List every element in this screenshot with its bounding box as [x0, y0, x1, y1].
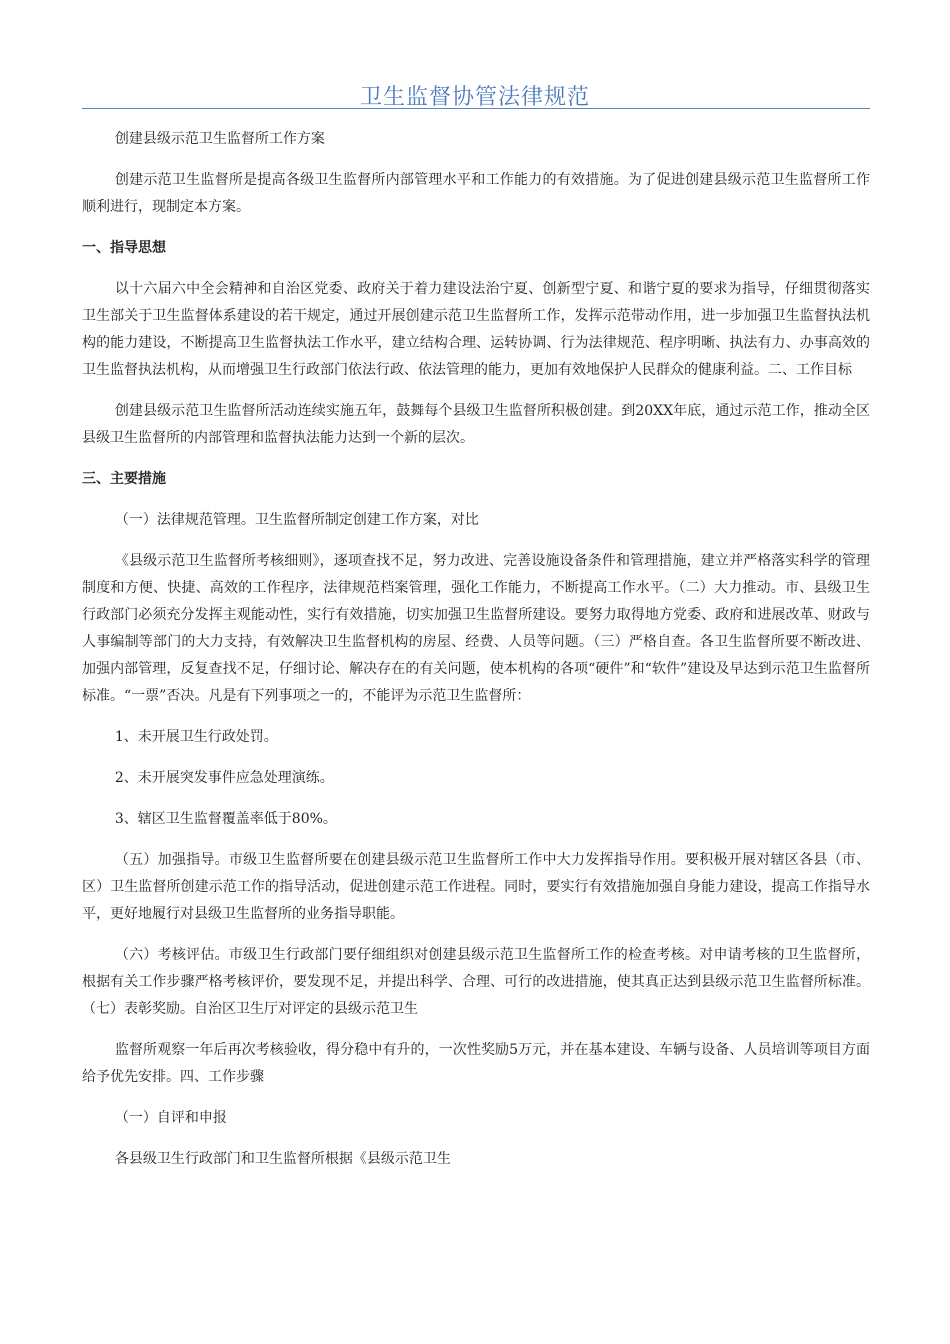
list-item-1: 1、未开展卫生行政处罚。 [114, 729, 278, 745]
paragraph-measure-1: （一）法律规范管理。卫生监督所制定创建工作方案，对比 [114, 512, 479, 528]
paragraph-work-goals: 创建县级示范卫生监督所活动连续实施五年，鼓舞每个县级卫生监督所积极创建。到20XX年底，通过示范工作，推动全区县级卫生监督所的内部管理和监督执法能力达到一个新的层次。 [82, 403, 870, 446]
list-item-2: 2、未开展突发事件应急处理演练。 [114, 770, 334, 786]
paragraph-guidance: （五）加强指导。市级卫生监督所要在创建县级示范卫生监督所工作中大力发挥指导作用。要积极开展对辖区各县（市、区）卫生监督所创建示范工作的指导活动，促进创建示范工作进程。同时，要实行有效措施加强自身能力建设，提高工作指导水平，更好地履行对县级卫生监督所的业务指导职能。 [82, 852, 870, 922]
document-title: 卫生监督协管法律规范 [359, 85, 590, 110]
heading-main-measures: 三、主要措施 [82, 471, 166, 487]
list-item-3: 3、辖区卫生监督覆盖率低于80%。 [114, 811, 337, 827]
paragraph-reward: 监督所观察一年后再次考核验收，得分稳中有升的，一次性奖励5万元，并在基本建设、车辆与设备、人员培训等项目方面给予优先安排。四、工作步骤 [82, 1042, 870, 1085]
paragraph-self-evaluation: （一）自评和申报 [114, 1110, 227, 1126]
paragraph-intro: 创建示范卫生监督所是提高各级卫生监督所内部管理水平和工作能力的有效措施。为了促进创建县级示范卫生监督所工作顺利进行，现制定本方案。 [82, 172, 870, 215]
title-divider [82, 108, 870, 109]
document-body [82, 126, 870, 1187]
paragraph-final: 各县级卫生行政部门和卫生监督所根据《县级示范卫生 [114, 1151, 451, 1167]
paragraph-assessment: （六）考核评估。市级卫生行政部门要仔细组织对创建县级示范卫生监督所工作的检查考核。对申请考核的卫生监督所，根据有关工作步骤严格考核评价，要发现不足，并提出科学、合理、可行的改进措施，使其真正达到县级示范卫生监督所标准。（七）表彰奖励。自治区卫生厅对评定的县级示范卫生 [82, 947, 870, 1017]
paragraph-measures-detail: 《县级示范卫生监督所考核细则》，逐项查找不足，努力改进、完善设施设备条件和管理措施，建立并严格落实科学的管理制度和方便、快捷、高效的工作程序，法律规范档案管理，强化工作能力，不断提高工作水平。（二）大力推动。市、县级卫生行政部门必须充分发挥主观能动性，实行有效措施，切实加强卫生监督所建设。要努力取得地方党委、政府和进展改革、财政与人事编制等部门的大力支持，有效解决卫生监督机构的房屋、经费、人员等问题。（三）严格自查。各卫生监督所要不断改进、加强内部管理，反复查找不足，仔细讨论、解决存在的有关问题，使本机构的各项“硬件”和“软件”建设及早达到示范卫生监督所标准。“一票”否决。凡是有下列事项之一的，不能评为示范卫生监督所： [82, 553, 870, 704]
heading-guiding-ideology: 一、指导思想 [82, 240, 166, 256]
paragraph-subtitle: 创建县级示范卫生监督所工作方案 [114, 131, 325, 147]
paragraph-guiding-ideology: 以十六届六中全会精神和自治区党委、政府关于着力建设法治宁夏、创新型宁夏、和谐宁夏的要求为指导，仔细贯彻落实卫生部关于卫生监督体系建设的若干规定，通过开展创建示范卫生监督所工作，发挥示范带动作用，进一步加强卫生监督执法机构的能力建设，不断提高卫生监督执法工作水平，建立结构合理、运转协调、行为法律规范、程序明晰、执法有力、办事高效的卫生监督执法机构，从而增强卫生行政部门依法行政、依法管理的能力，更加有效地保护人民群众的健康利益。二、工作目标 [82, 281, 870, 378]
